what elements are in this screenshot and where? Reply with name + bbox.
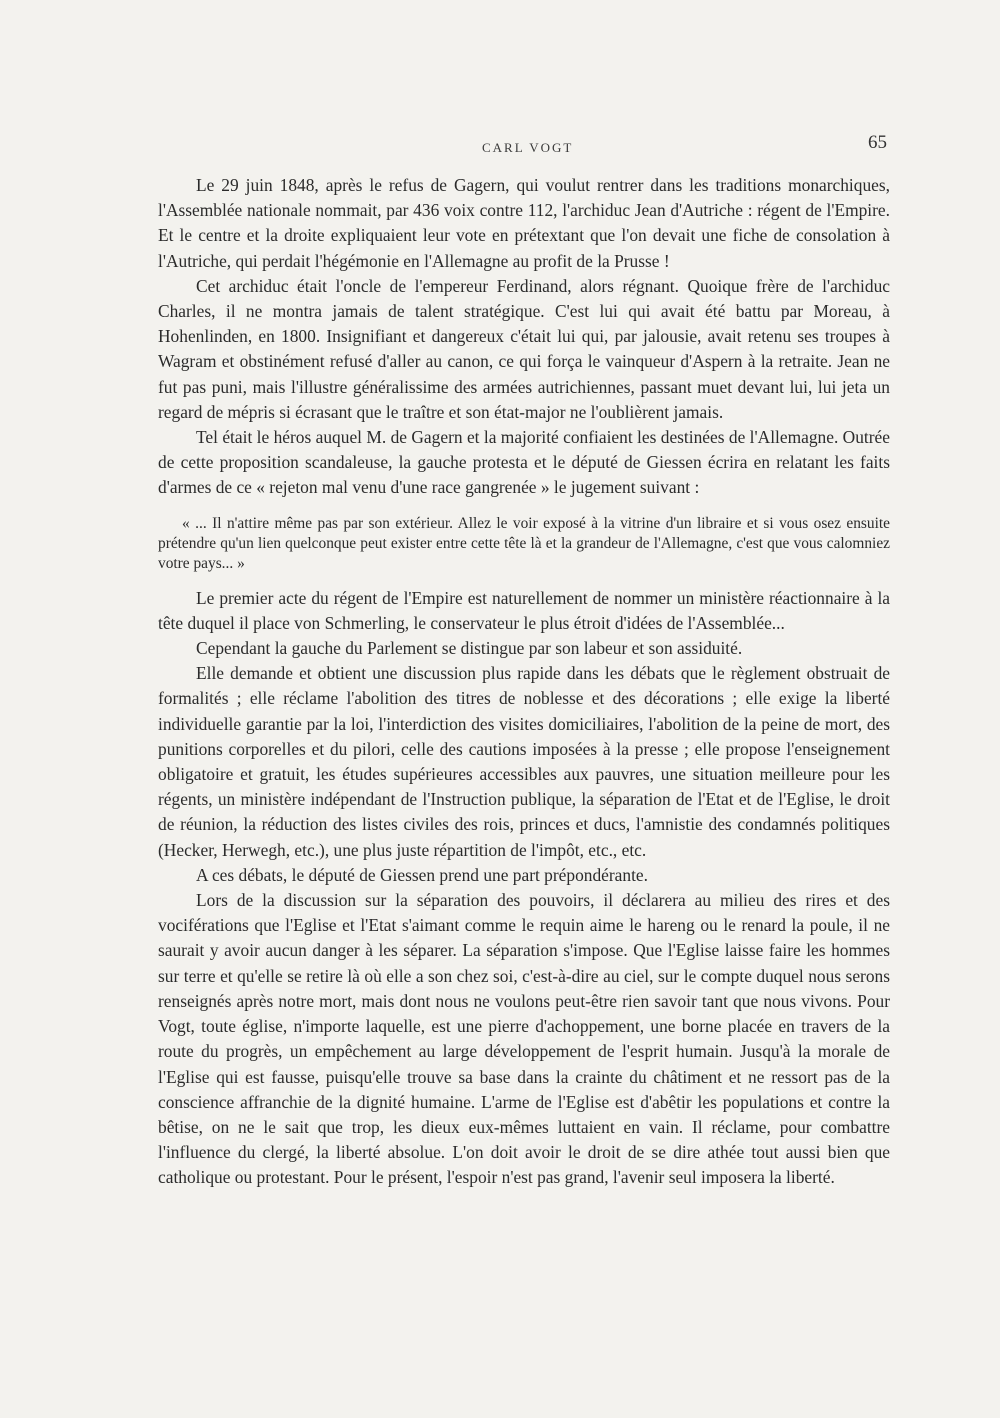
page-number: 65 bbox=[868, 132, 887, 153]
paragraph: Lors de la discussion sur la séparation des pouvoirs, il déclarera au milieu des rires et des vociférations que l'Eglise et l'Etat s'aimant comme le requin aime le hareng ou le renard la poule, il ne saurait y avoir aucun danger à les séparer. La séparation s'impose. Que l'Eglise laisse faire les hommes sur terre et qu'elle se retire là où elle a son chez soi, c'est-à-dire au ciel, sur le compte duquel nous serons renseignés après notre mort, mais dont nous ne voulons peut-être rien savoir tant que nous vivons. Pour Vogt, toute église, n'importe laquelle, est une pierre d'achoppement, une borne placée en travers de la route du progrès, un empêchement au large développement de l'esprit humain. Jusqu'à la morale de l'Eglise qui est fausse, puisqu'elle trouve sa base dans la crainte du châtiment et ne ressort pas de la conscience affranchie de la dignité humaine. L'arme de l'Eglise est d'abêtir les populations et contre la bêtise, on ne le sait que trop, les dieux eux-mêmes luttaient en vain. Il réclame, pour combattre l'influence du clergé, la liberté absolue. L'on doit avoir le droit de se dire athée tout aussi bien que catholique ou protestant. Pour le présent, l'espoir n'est pas grand, l'avenir seul imposera la liberté. bbox=[158, 890, 890, 1188]
paragraph: Le premier acte du régent de l'Empire est naturellement de nommer un ministère réactionnaire à la tête duquel il place von Schmerling, le conservateur le plus étroit d'idées de l'Assemblée... bbox=[158, 587, 890, 633]
block-quote bbox=[158, 514, 890, 574]
paragraph: Cependant la gauche du Parlement se distingue par son labeur et son assiduité. bbox=[196, 638, 743, 659]
quote-text: « ... Il n'attire même pas par son extérieur. Allez le voir exposé à la vitrine d'un libraire et si vous osez ensuite prétendre qu'un lien quelconque peut exister entre cette tête là et la grandeur de l'Allemagne, c'est que vous calomniez votre pays... » bbox=[158, 514, 890, 572]
paragraph: Cet archiduc était l'oncle de l'empereur Ferdinand, alors régnant. Quoique frère de l'archiduc Charles, il ne montra jamais de talent stratégique. C'est lui qui avait été battu par Moreau, à Hohenlinden, en 1800. Insignifiant et dangereux c'était lui qui, par jalousie, avait retenu ses troupes à Wagram et obstinément refusé d'aller au canon, ce qui força le vainqueur d'Aspern à la retraite. Jean ne fut pas puni, mais l'illustre généralissime des armées autrichiennes, passant muet devant lui, lui jeta un regard de mépris si écrasant que le traître et son état-major ne l'oublièrent jamais. bbox=[158, 275, 890, 422]
paragraph: Elle demande et obtient une discussion plus rapide dans les débats que le règlement obstruait de formalités ; elle réclame l'abolition des titres de noblesse et des décorations ; elle exige la liberté individuelle garantie par la loi, l'interdiction des visites domiciliaires, l'abolition de la peine de mort, des punitions corporelles et du pilori, celle des cautions imposées à la presse ; elle propose l'enseignement obligatoire et gratuit, les études supérieures accessibles aux pauvres, une situation meilleure pour les régents, un ministère indépendant de l'Instruction publique, la séparation de l'Etat et de l'Eglise, le droit de réunion, la réduction des listes civiles des rois, princes et ducs, l'amnistie des condamnés politiques (Hecker, Herwegh, etc.), une plus juste répartition de l'impôt, etc., etc. bbox=[158, 663, 890, 860]
body-text bbox=[158, 173, 890, 1191]
running-title: CARL VOGT bbox=[482, 140, 574, 155]
paragraph: A ces débats, le député de Giessen prend une part prépondérante. bbox=[196, 864, 648, 885]
paragraph: Le 29 juin 1848, après le refus de Gagern, qui voulut rentrer dans les traditions monarchiques, l'Assemblée nationale nommait, par 436 voix contre 112, l'archiduc Jean d'Autriche : régent de l'Empire. Et le centre et la droite expliquaient leur vote en prétextant que l'on devait une fiche de consolation à l'Autriche, qui perdait l'hégémonie en l'Allemagne au profit de la Prusse ! bbox=[158, 175, 890, 271]
paragraph: Tel était le héros auquel M. de Gagern et la majorité confiaient les destinées de l'Allemagne. Outrée de cette proposition scandaleuse, la gauche protesta et le député de Giessen écrira en relatant les faits d'armes de ce « rejeton mal venu d'une race gangrenée » le jugement suivant : bbox=[158, 427, 890, 498]
